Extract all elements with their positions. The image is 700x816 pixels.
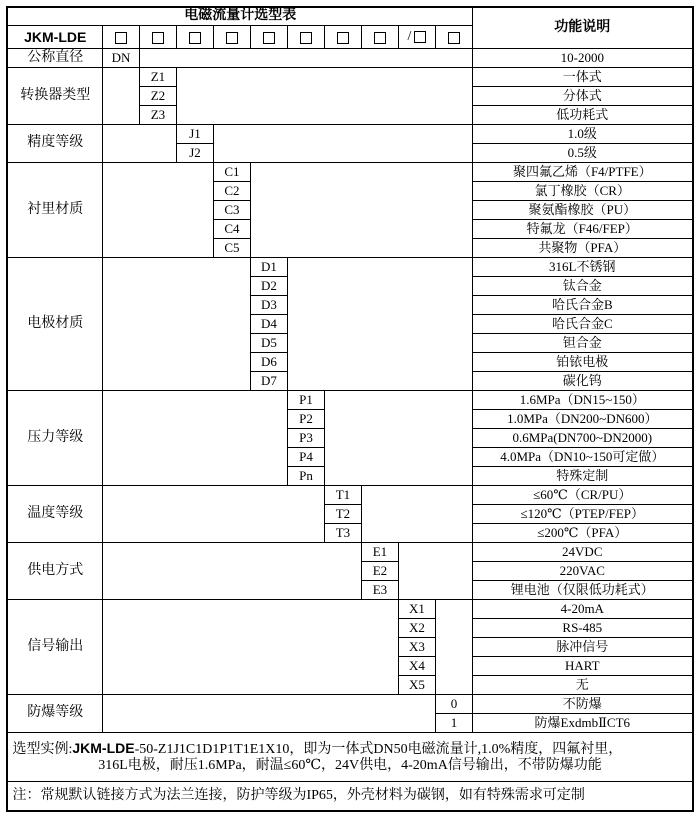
model-checkbox-cell-9 [398,26,435,49]
footnote-row [7,782,692,812]
empty-region [102,163,213,258]
model-checkbox-cell-3 [176,26,213,49]
code-cell-T1: T1 [324,486,361,505]
group-label-6: 压力等级 [7,391,102,486]
function-desc: 不防爆 [473,695,693,714]
group-label-4: 衬里材质 [7,163,102,258]
checkbox-icon[interactable] [414,31,426,43]
code-cell-D7: D7 [250,372,287,391]
empty-region [287,258,472,391]
code-cell-X2: X2 [398,619,435,638]
example-note-row [7,733,692,782]
code-cell-D3: D3 [250,296,287,315]
code-cell-X4: X4 [398,657,435,676]
code-cell-E2: E2 [361,562,398,581]
function-desc: 24VDC [473,543,693,562]
function-desc: 无 [473,676,693,695]
code-cell-Z2: Z2 [139,87,176,106]
checkbox-icon[interactable] [300,32,312,44]
function-desc: 1.0级 [473,125,693,144]
function-desc: 哈氏合金B [473,296,693,315]
group-label-2: 转换器类型 [7,68,102,125]
function-desc: 特殊定制 [473,467,693,486]
function-desc: 钛合金 [473,277,693,296]
function-desc: ≤60℃（CR/PU） [473,486,693,505]
empty-region [102,695,435,733]
code-cell-D6: D6 [250,353,287,372]
empty-region [213,125,472,163]
code-cell-C3: C3 [213,201,250,220]
function-desc: 4-20mA [473,600,693,619]
empty-region [324,391,472,486]
function-desc: HART [473,657,693,676]
table-row [7,695,692,714]
checkbox-icon[interactable] [226,32,238,44]
checkbox-icon[interactable] [337,32,349,44]
code-cell-Z3: Z3 [139,106,176,125]
function-desc: 聚氨酯橡胶（PU） [473,201,693,220]
checkbox-icon[interactable] [374,32,386,44]
code-cell-P3: P3 [287,429,324,448]
model-checkbox-cell-7 [324,26,361,49]
slash-separator: / [407,28,412,44]
example-line-2: 316L电极，耐压1.6MPa，耐温≤60℃，24V供电，4-20mA信号输出，不带防爆功能 [98,758,602,773]
empty-region [102,125,176,163]
model-checkbox-cell-1 [102,26,139,49]
checkbox-icon[interactable] [189,32,201,44]
code-cell-E1: E1 [361,543,398,562]
function-desc: 脉冲信号 [473,638,693,657]
code-cell-1: 1 [435,714,472,733]
table-title: 电磁流量计选型表 [7,7,472,26]
group-label-10: 防爆等级 [7,695,102,733]
code-cell-D4: D4 [250,315,287,334]
code-cell-C5: C5 [213,239,250,258]
checkbox-icon[interactable] [448,32,460,44]
function-desc: 316L不锈钢 [473,258,693,277]
group-label-5: 电极材质 [7,258,102,391]
code-cell-P4: P4 [287,448,324,467]
function-desc: 1.6MPa（DN15~150） [473,391,693,410]
code-cell-X3: X3 [398,638,435,657]
code-cell-P2: P2 [287,410,324,429]
example-prefix: 选型实例: [12,741,73,757]
empty-region [102,258,250,391]
code-cell-X1: X1 [398,600,435,619]
function-desc: 聚四氟乙烯（F4/PTFE） [473,163,693,182]
function-desc: 220VAC [473,562,693,581]
selection-table [6,6,693,812]
table-row [7,600,692,619]
code-cell-D1: D1 [250,258,287,277]
function-desc: 一体式 [473,68,693,87]
table-row [7,486,692,505]
code-cell-Z1: Z1 [139,68,176,87]
function-desc: 低功耗式 [473,106,693,125]
group-label-9: 信号输出 [7,600,102,695]
function-desc: 特氟龙（F46/FEP） [473,220,693,239]
empty-region [102,486,324,543]
function-desc: 锂电池（仅限低功耗式） [473,581,693,600]
function-desc: 0.6MPa(DN700~DN2000) [473,429,693,448]
model-checkbox-cell-2 [139,26,176,49]
example-model-bold: JKM-LDE [72,739,135,756]
code-cell-C4: C4 [213,220,250,239]
function-desc: 哈氏合金C [473,315,693,334]
checkbox-icon[interactable] [263,32,275,44]
code-cell-J1: J1 [176,125,213,144]
function-desc: 1.0MPa（DN200~DN600） [473,410,693,429]
table-row [7,163,692,182]
function-column-header: 功能说明 [473,7,693,49]
function-desc: 4.0MPa（DN10~150可定做） [473,448,693,467]
code-cell-DN: DN [102,49,139,68]
function-desc: 铂铱电极 [473,353,693,372]
header-row [7,7,692,26]
model-checkbox-cell-10 [435,26,472,49]
empty-region [102,600,398,695]
model-checkbox-cell-8 [361,26,398,49]
empty-region [102,68,139,125]
example-line-1 [12,740,687,758]
function-desc: 碳化钨 [473,372,693,391]
code-cell-D5: D5 [250,334,287,353]
model-checkbox-cell-5 [250,26,287,49]
code-cell-X5: X5 [398,676,435,695]
group-label-8: 供电方式 [7,543,102,600]
code-cell-0: 0 [435,695,472,714]
empty-region [102,543,361,600]
function-desc: 氯丁橡胶（CR） [473,182,693,201]
code-cell-E3: E3 [361,581,398,600]
code-cell-Pn: Pn [287,467,324,486]
checkbox-icon[interactable] [115,32,127,44]
code-cell-C2: C2 [213,182,250,201]
empty-region [139,49,472,68]
empty-region [250,163,472,258]
function-desc: ≤200℃（PFA） [473,524,693,543]
function-desc: RS-485 [473,619,693,638]
function-desc: 共聚物（PFA） [473,239,693,258]
example-note-cell [7,733,692,782]
example-rest: -50-Z1J1C1D1P1T1E1X10，即为一体式DN50电磁流量计,1.0%精度，四氟衬里， [134,741,623,757]
function-desc: 钽合金 [473,334,693,353]
empty-region [398,543,472,600]
empty-region [102,391,287,486]
code-cell-J2: J2 [176,144,213,163]
model-prefix: JKM-LDE [7,26,102,49]
empty-region [176,68,472,125]
function-desc: 防爆ExdmbⅡCT6 [473,714,693,733]
table-row [7,68,692,87]
model-checkbox-cell-4 [213,26,250,49]
code-cell-D2: D2 [250,277,287,296]
empty-region [361,486,472,543]
footnote-cell: 注：常规默认链接方式为法兰连接，防护等级为IP65，外壳材料为碳钢，如有特殊需求可定制 [7,782,692,812]
table-row [7,543,692,562]
checkbox-icon[interactable] [152,32,164,44]
function-desc: 0.5级 [473,144,693,163]
table-row [7,391,692,410]
code-cell-T3: T3 [324,524,361,543]
group-label-7: 温度等级 [7,486,102,543]
code-cell-P1: P1 [287,391,324,410]
group-label-3: 精度等级 [7,125,102,163]
model-checkbox-cell-6 [287,26,324,49]
group-label-1: 公称直径 [7,49,102,68]
code-cell-T2: T2 [324,505,361,524]
table-row [7,49,692,68]
code-cell-C1: C1 [213,163,250,182]
function-desc: 10-2000 [473,49,693,68]
table-row [7,125,692,144]
function-desc: ≤120℃（PTEP/FEP） [473,505,693,524]
table-row [7,258,692,277]
function-desc: 分体式 [473,87,693,106]
empty-region [435,600,472,695]
